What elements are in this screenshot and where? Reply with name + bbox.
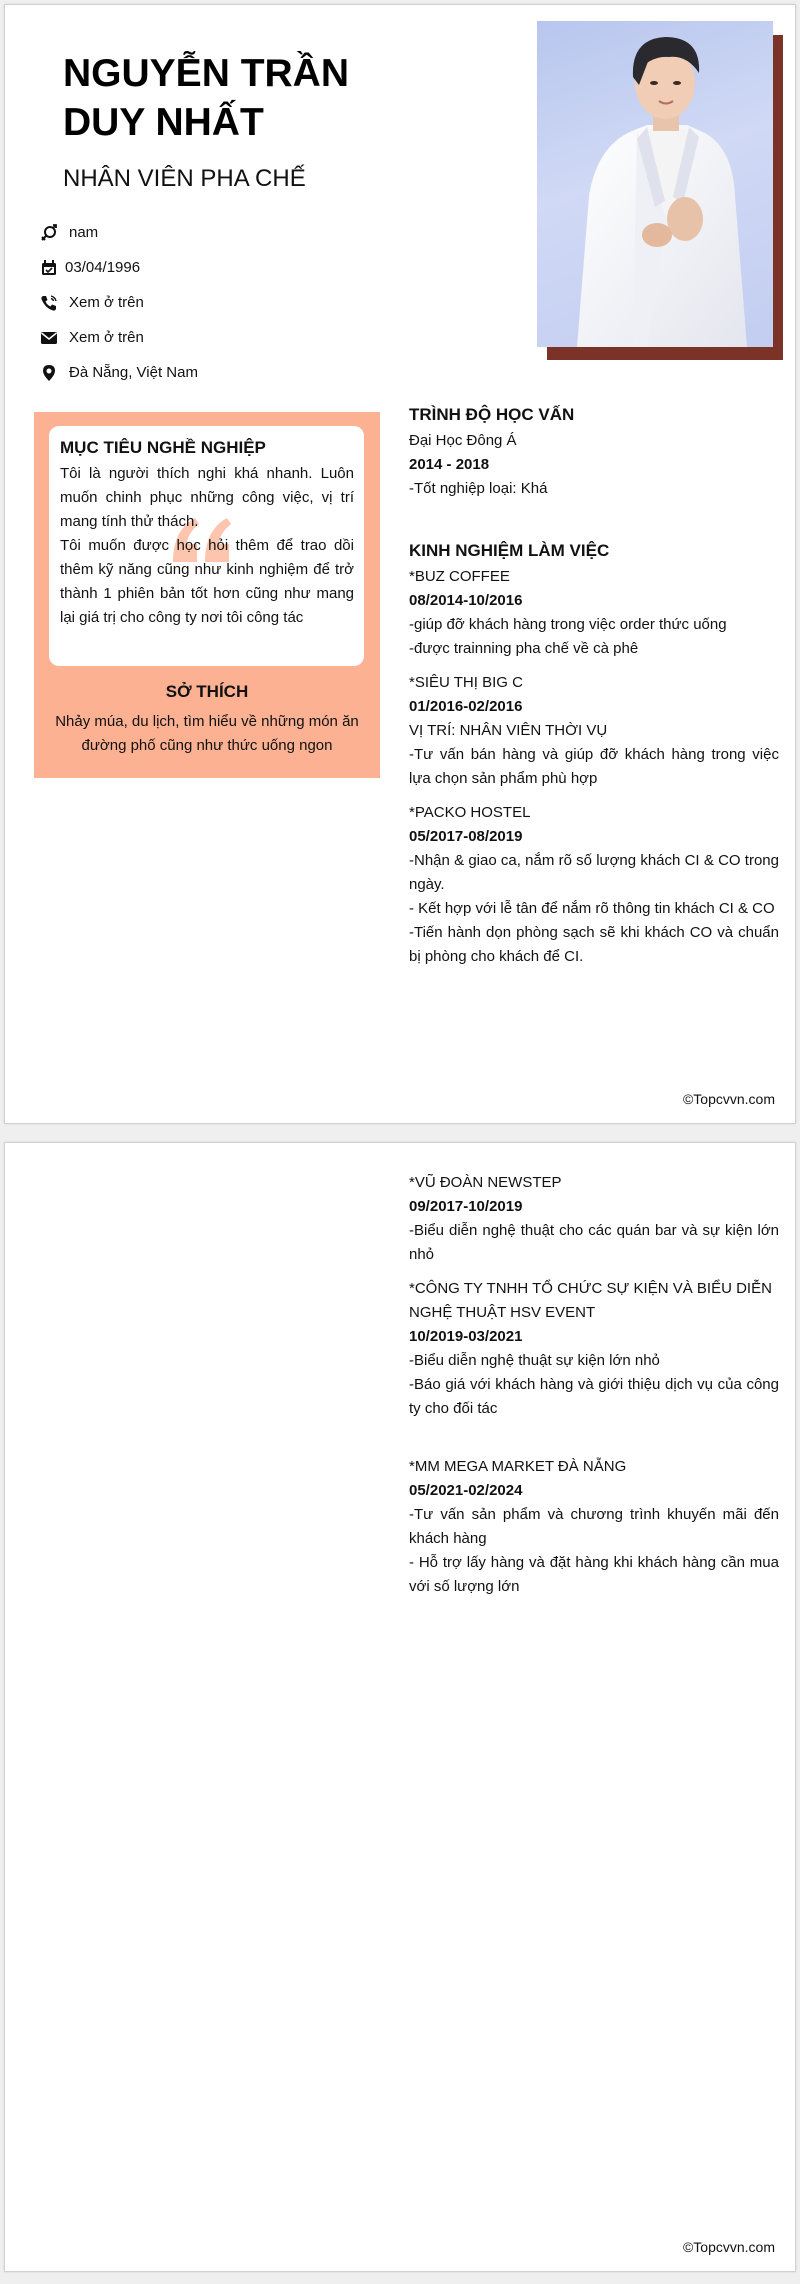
- job-title: NHÂN VIÊN PHA CHẾ: [63, 165, 306, 192]
- address-value: Đà Nẵng, Việt Nam: [69, 364, 198, 381]
- job-duty: -Tư vấn bán hàng và giúp đỡ khách hàng trong việc lựa chọn sản phẩm phù hợp: [409, 746, 779, 787]
- gender-value: nam: [69, 224, 99, 241]
- phone-icon: [33, 294, 65, 312]
- job-entry: [409, 1277, 779, 1421]
- job-entry: [409, 565, 779, 661]
- education-school: Đại Học Đông Á: [409, 432, 517, 449]
- education-grade: -Tốt nghiệp loại: Khá: [409, 480, 548, 497]
- job-duty: -Tiến hành dọn phòng sạch sẽ khi khách CO và chuẩn bị phòng cho khách để CI.: [409, 924, 779, 965]
- job-duty: - Hỗ trợ lấy hàng và đặt hàng khi khách hàng cần mua với số lượng lớn: [409, 1554, 779, 1595]
- name-line-2: DUY NHẤT: [63, 101, 264, 144]
- cv-page-2: [4, 1142, 796, 2272]
- candidate-name: [63, 49, 393, 147]
- job-period: 09/2017-10/2019: [409, 1198, 523, 1215]
- job-period: 05/2017-08/2019: [409, 828, 523, 845]
- experience-title: KINH NGHIỆM LÀM VIỆC: [409, 541, 610, 560]
- contact-phone: [33, 285, 333, 320]
- job-duty: -Biểu diễn nghệ thuật sự kiện lớn nhỏ: [409, 1352, 660, 1369]
- objective-paragraph-2: Tôi muốn được học hỏi thêm để trao dồi thêm kỹ năng cũng như kinh nghiệm để trở thành 1 phiên bản tốt hơn cũng như mang lại giá trị cho công ty nơi tôi công tác: [60, 537, 354, 626]
- job-period: 05/2021-02/2024: [409, 1482, 523, 1499]
- objective-title: MỤC TIÊU NGHỀ NGHIỆP: [60, 438, 266, 457]
- job-duty: -Nhận & giao ca, nắm rõ số lượng khách CI & CO trong ngày.: [409, 852, 779, 893]
- job-company: *BUZ COFFEE: [409, 568, 510, 585]
- hobby-title: SỞ THÍCH: [165, 682, 249, 701]
- education-title: TRÌNH ĐỘ HỌC VẤN: [409, 405, 575, 424]
- contact-list: [33, 215, 333, 390]
- education-section: [409, 405, 779, 501]
- education-years: 2014 - 2018: [409, 456, 490, 473]
- footer-watermark: ©Topcvvn.com: [682, 2239, 775, 2255]
- career-objective-card: [49, 426, 364, 666]
- job-duty: -Tư vấn sản phẩm và chương trình khuyến mãi đến khách hàng: [409, 1506, 779, 1547]
- job-duty: -Biểu diễn nghệ thuật cho các quán bar và sự kiện lớn nhỏ: [409, 1222, 779, 1263]
- job-company: *VŨ ĐOÀN NEWSTEP: [409, 1174, 562, 1191]
- job-duty: VỊ TRÍ: NHÂN VIÊN THỜI VỤ: [409, 722, 608, 739]
- job-company: *SIÊU THỊ BIG C: [409, 674, 523, 691]
- contact-address: [33, 355, 333, 390]
- job-duty: -giúp đỡ khách hàng trong việc order thức uống: [409, 616, 727, 633]
- experience-continued: [409, 1171, 779, 1609]
- job-entry: [409, 1171, 779, 1267]
- contact-gender: [33, 215, 333, 250]
- job-duty: - Kết hợp với lễ tân để nắm rõ thông tin khách CI & CO: [409, 900, 775, 917]
- job-period: 01/2016-02/2016: [409, 698, 523, 715]
- name-line-1: NGUYỄN TRẦN: [63, 52, 350, 95]
- email-value: Xem ở trên: [69, 329, 144, 346]
- cv-page-1: [4, 4, 796, 1124]
- job-company: *MM MEGA MARKET ĐÀ NẴNG: [409, 1458, 627, 1475]
- profile-photo: [537, 21, 773, 347]
- job-company: *CÔNG TY TNHH TỔ CHỨC SỰ KIỆN VÀ BIỂU DIỄN NGHỆ THUẬT HSV EVENT: [409, 1280, 772, 1321]
- objective-paragraph-1: Tôi là người thích nghi khá nhanh. Luôn muốn chinh phục những công việc, vị trí mang tính thử thách.: [60, 465, 354, 530]
- birthday-value: 03/04/1996: [65, 259, 141, 276]
- job-duty: -Báo giá với khách hàng và giới thiệu dịch vụ của công ty cho đối tác: [409, 1376, 779, 1417]
- job-entry: [409, 801, 779, 969]
- job-duty: -được trainning pha chế về cà phê: [409, 640, 639, 657]
- job-company: *PACKO HOSTEL: [409, 804, 531, 821]
- gender-icon: [33, 224, 65, 242]
- contact-birthday: [33, 250, 333, 285]
- location-icon: [33, 364, 65, 382]
- email-icon: [33, 331, 65, 345]
- job-period: 08/2014-10/2016: [409, 592, 523, 609]
- phone-value: Xem ở trên: [69, 294, 144, 311]
- job-entry: [409, 1455, 779, 1599]
- contact-email: [33, 320, 333, 355]
- job-period: 10/2019-03/2021: [409, 1328, 523, 1345]
- objective-hobby-panel: [34, 412, 380, 778]
- footer-watermark: ©Topcvvn.com: [682, 1091, 775, 1107]
- hobby-text: Nhảy múa, du lịch, tìm hiểu về những món ăn đường phố cũng như thức uống ngon: [55, 713, 359, 754]
- job-entry: [409, 671, 779, 791]
- experience-section: [409, 541, 779, 979]
- calendar-icon: [33, 260, 65, 276]
